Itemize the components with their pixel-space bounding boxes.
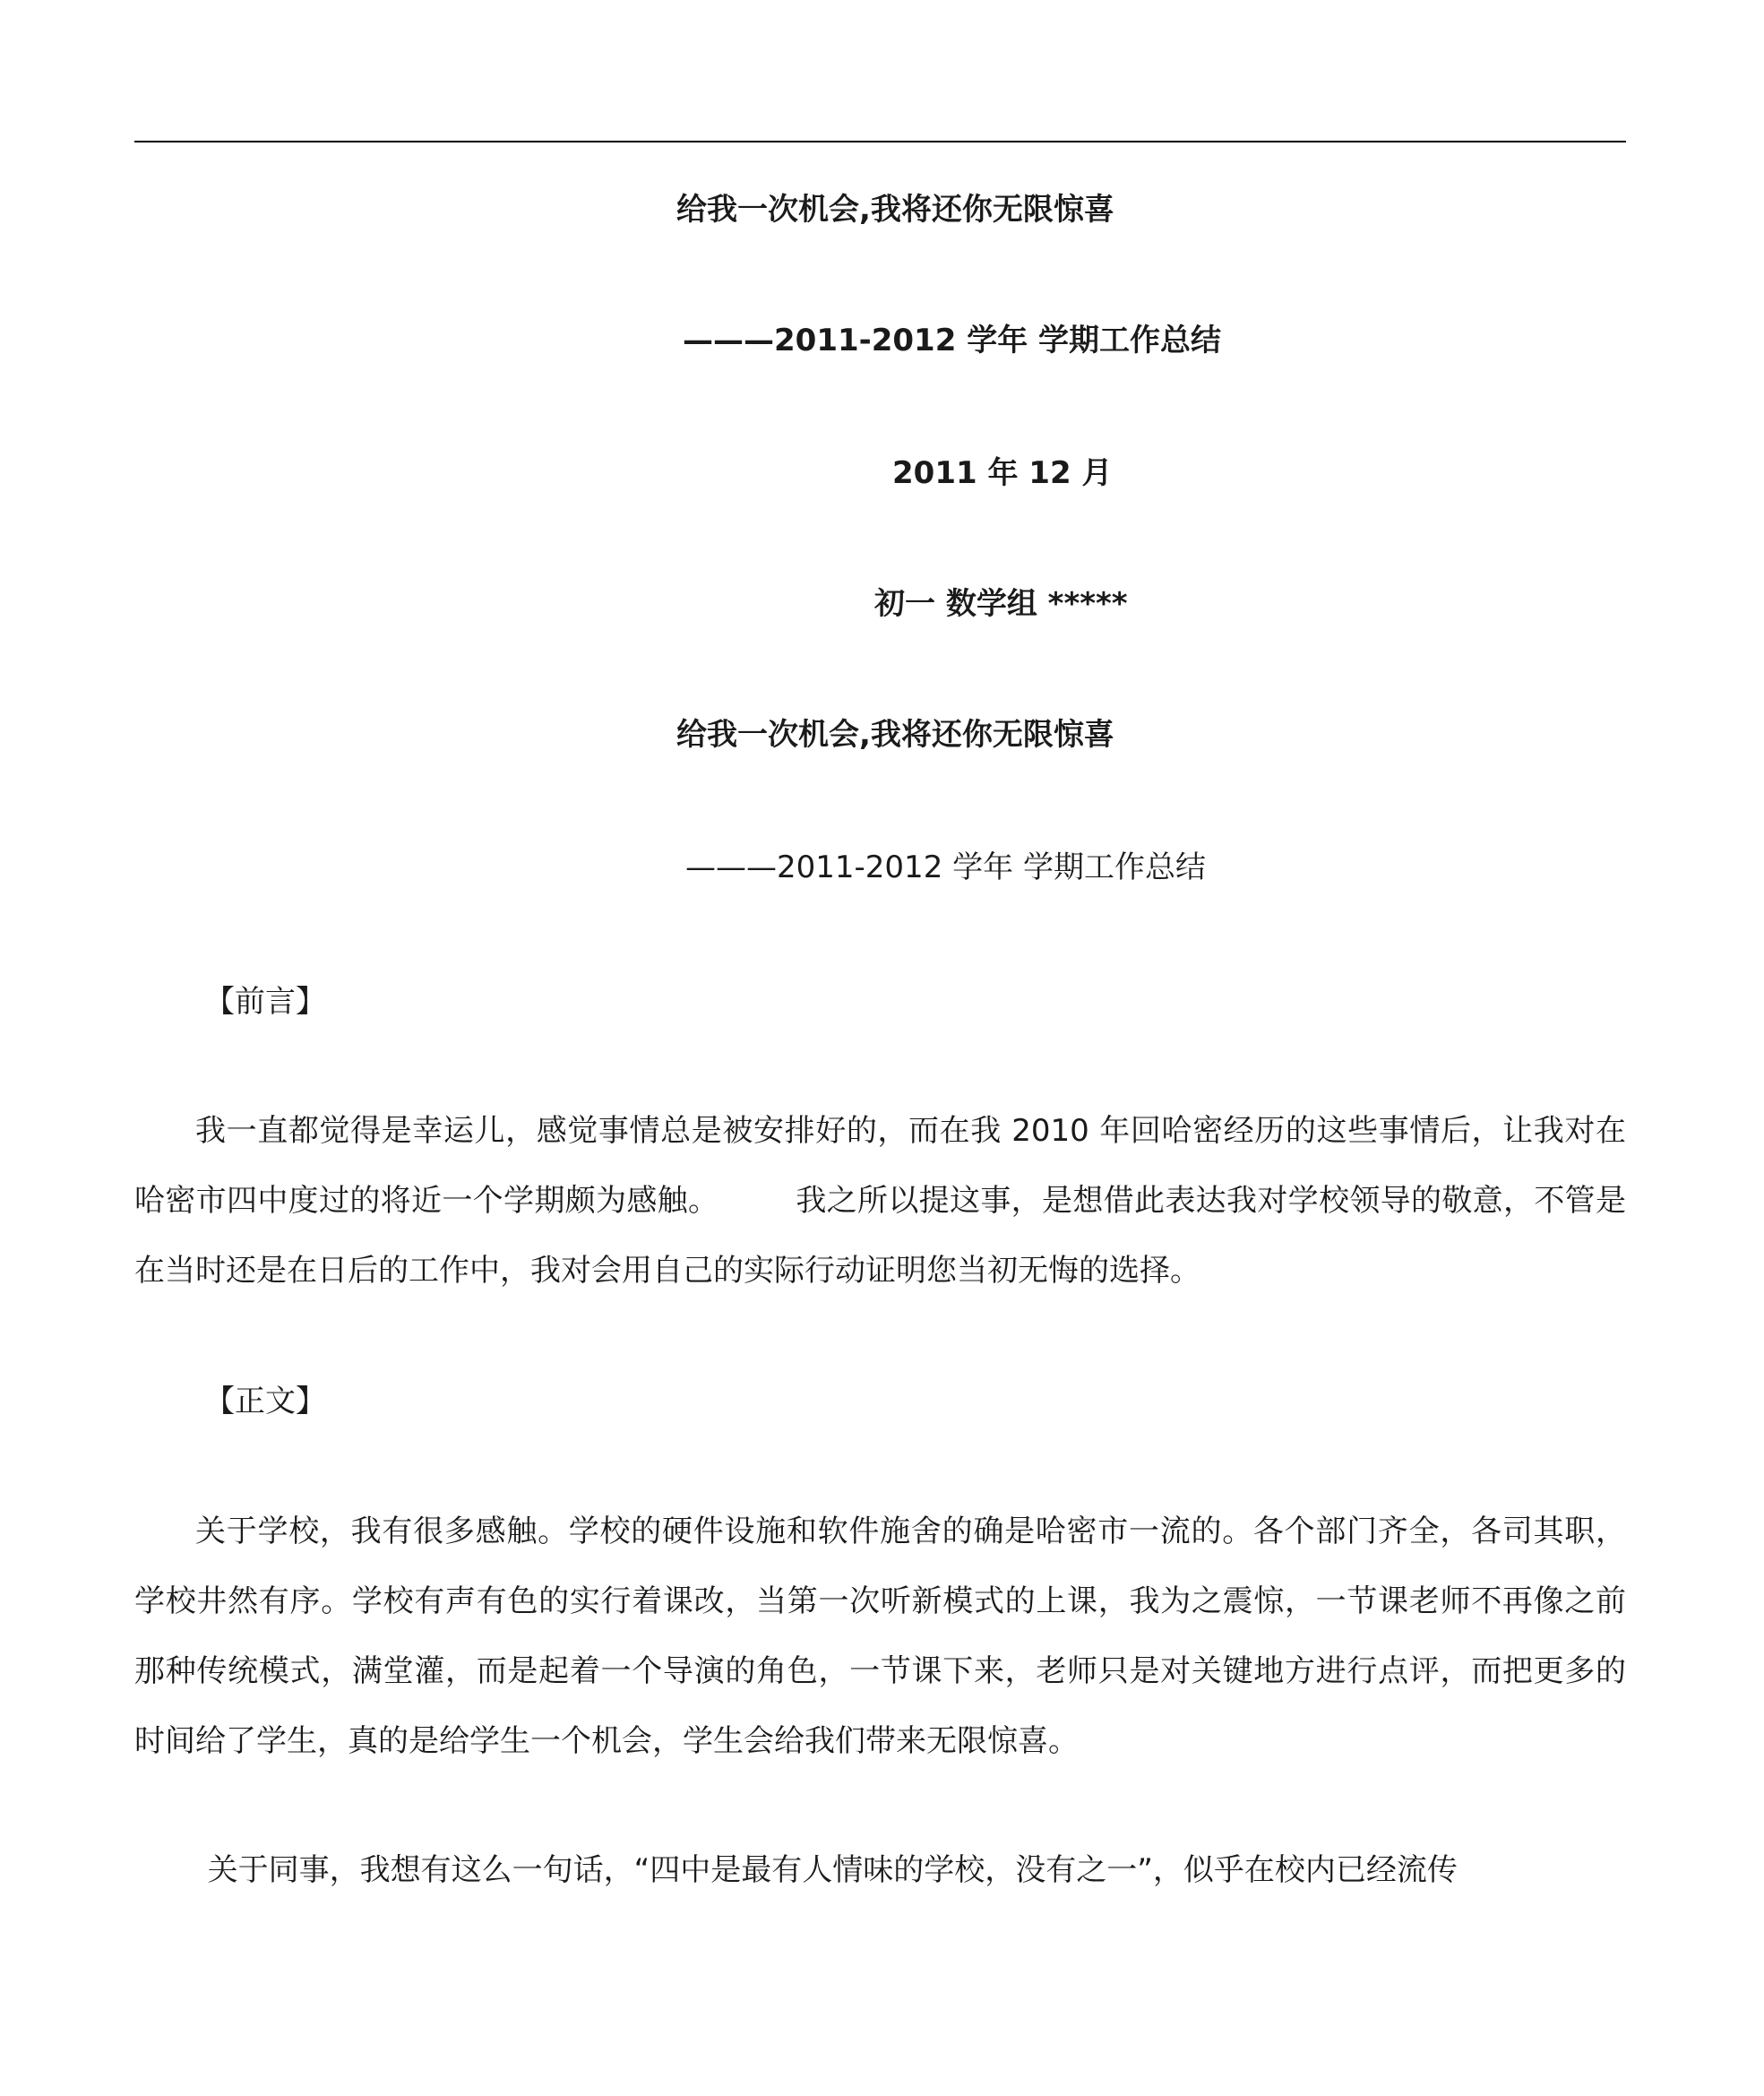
body-subtitle: ———2011-2012 学年 学期工作总结 [685, 850, 1206, 885]
cover-title: 给我一次机会,我将还你无限惊喜 [676, 192, 1114, 228]
school-paragraph: 关于学校，我有很多感触。学校的硬件设施和软件施舍的确是哈密市一流的。各个部门齐全，各司其职，学校井然有序。学校有声有色的实行着课改，当第一次听新模式的上课，我为之震惊，一节课老师不再像之前那种传统模式，满堂灌，而是起着一个导演的角色，一节课下来，老师只是对关键地方进行点评，而把更多的时间给了学生，真的是给学生一个机会，学生会给我们带来无限惊喜。 [134, 1514, 1626, 1759]
colleague-paragraph: 关于同事，我想有这么一句话，“四中是最有人情味的学校，没有之一”，似乎在校内已经流传 [207, 1852, 1458, 1888]
cover-date: 2011 年 12 月 [892, 455, 1113, 491]
main-heading: 【正文】 [204, 1384, 326, 1419]
cover-subtitle: ———2011-2012 学年 学期工作总结 [683, 323, 1222, 358]
preface-heading: 【前言】 [204, 984, 326, 1020]
body-title: 给我一次机会,我将还你无限惊喜 [676, 717, 1114, 753]
header-rule [134, 141, 1626, 142]
preface-paragraph: 我一直都觉得是幸运儿，感觉事情总是被安排好的，而在我 2010 年回哈密经历的这些事情后，让我对在哈密市四中度过的将近一个学期颇为感触。 我之所以提这事，是想借此表达我对学校领导的敬意，不管是在当时还是在日后的工作中，我对会用自己的实际行动证明您当初无悔的选择。 [134, 1113, 1626, 1289]
cover-author: 初一 数学组 ***** [874, 586, 1128, 622]
